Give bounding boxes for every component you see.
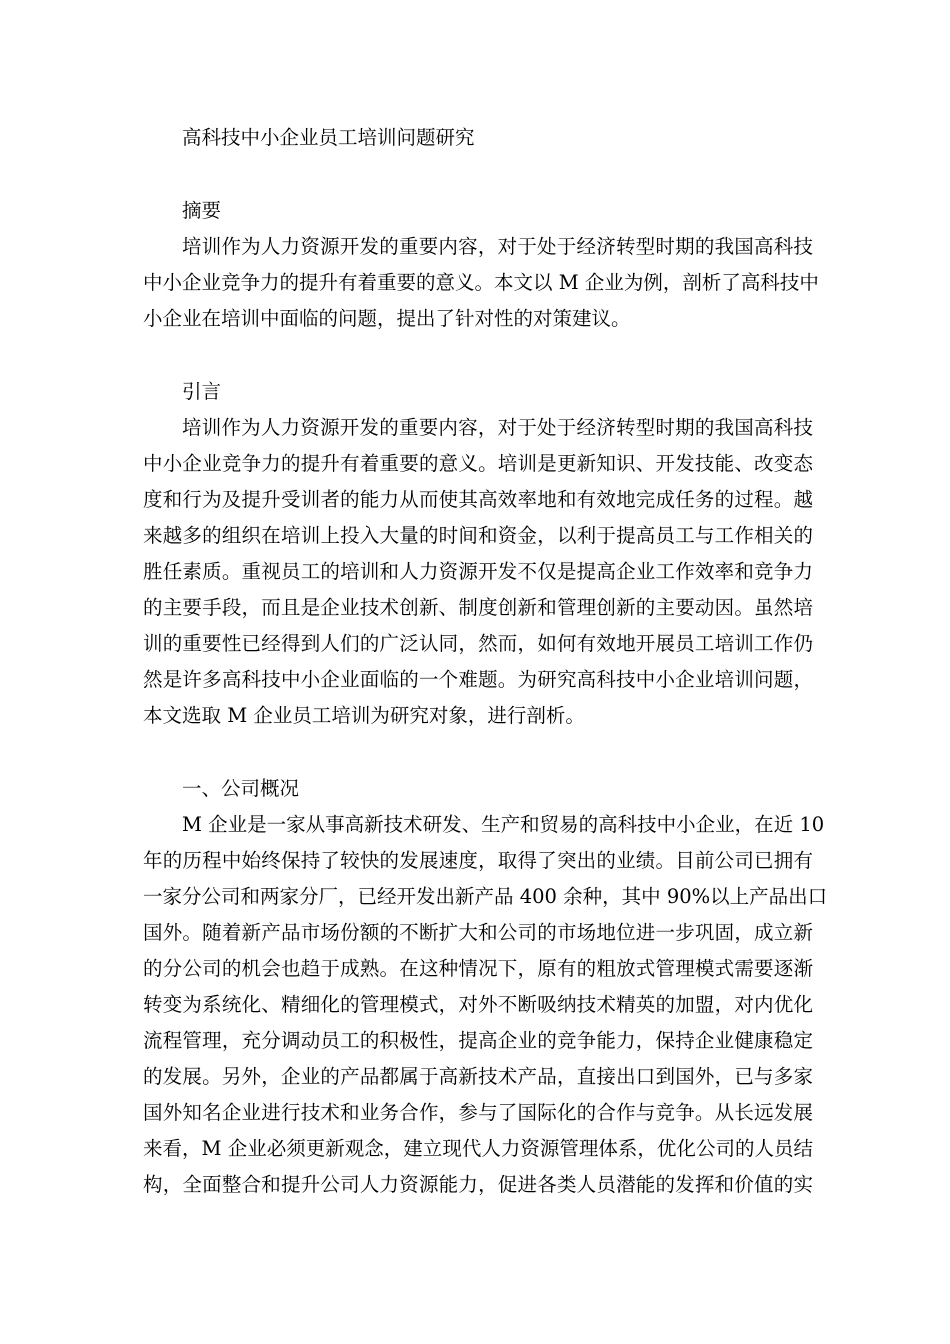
paragraph-line: 中小企业竞争力的提升有着重要的意义。培训是更新知识、开发技能、改变态	[143, 452, 813, 475]
paragraph-line: 来看，M 企业必须更新观念，建立现代人力资源管理体系，优化公司的人员结	[143, 1137, 813, 1160]
paragraph-line: 培训作为人力资源开发的重要内容，对于处于经济转型时期的我国高科技	[182, 416, 813, 439]
abstract-heading: 摘要	[182, 199, 222, 222]
paragraph-line: 的主要手段，而且是企业技术创新、制度创新和管理创新的主要动因。虽然培	[143, 596, 813, 619]
paragraph-line: 流程管理，充分调动员工的积极性，提高企业的竞争能力，保持企业健康稳定	[143, 1029, 813, 1052]
document-title: 高科技中小企业员工培训问题研究	[182, 126, 475, 149]
paragraph-line: 胜任素质。重视员工的培训和人力资源开发不仅是提高企业工作效率和竞争力	[143, 560, 813, 583]
paragraph-line: 国外知名企业进行技术和业务合作，参与了国际化的合作与竞争。从长远发展	[143, 1101, 813, 1124]
section-heading: 一、公司概况	[182, 777, 300, 800]
paragraph-line: 年的历程中始终保持了较快的发展速度，取得了突出的业绩。目前公司已拥有	[143, 849, 813, 872]
intro-heading: 引言	[182, 380, 222, 403]
paragraph-line: 的发展。另外，企业的产品都属于高新技术产品，直接出口到国外，已与多家	[143, 1065, 813, 1088]
paragraph-line: 小企业在培训中面临的问题，提出了针对性的对策建议。	[143, 307, 631, 330]
paragraph-line: 本文选取 M 企业员工培训为研究对象，进行剖析。	[143, 704, 585, 727]
paragraph-line: 训的重要性已经得到人们的广泛认同，然而，如何有效地开展员工培训工作仍	[143, 632, 813, 655]
paragraph-line: 国外。随着新产品市场份额的不断扩大和公司的市场地位进一步巩固，成立新	[143, 921, 813, 944]
paragraph-line: 来越多的组织在培训上投入大量的时间和资金，以利于提高员工与工作相关的	[143, 524, 813, 547]
paragraph-line: 转变为系统化、精细化的管理模式，对外不断吸纳技术精英的加盟，对内优化	[143, 993, 813, 1016]
paragraph-line: 的分公司的机会也趋于成熟。在这种情况下，原有的粗放式管理模式需要逐渐	[143, 957, 813, 980]
paragraph-line: 一家分公司和两家分厂，已经开发出新产品 400 余种，其中 90%以上产品出口	[143, 885, 828, 908]
paragraph-line: 培训作为人力资源开发的重要内容，对于处于经济转型时期的我国高科技	[182, 235, 813, 258]
paragraph-line: 中小企业竞争力的提升有着重要的意义。本文以 M 企业为例，剖析了高科技中	[143, 271, 819, 294]
paragraph-line: 然是许多高科技中小企业面临的一个难题。为研究高科技中小企业培训问题，	[143, 668, 813, 691]
paragraph-line: M 企业是一家从事高新技术研发、生产和贸易的高科技中小企业，在近 10	[182, 813, 825, 836]
paragraph-line: 度和行为及提升受训者的能力从而使其高效率地和有效地完成任务的过程。越	[143, 488, 813, 511]
paragraph-line: 构，全面整合和提升公司人力资源能力，促进各类人员潜能的发挥和价值的实	[143, 1173, 813, 1196]
